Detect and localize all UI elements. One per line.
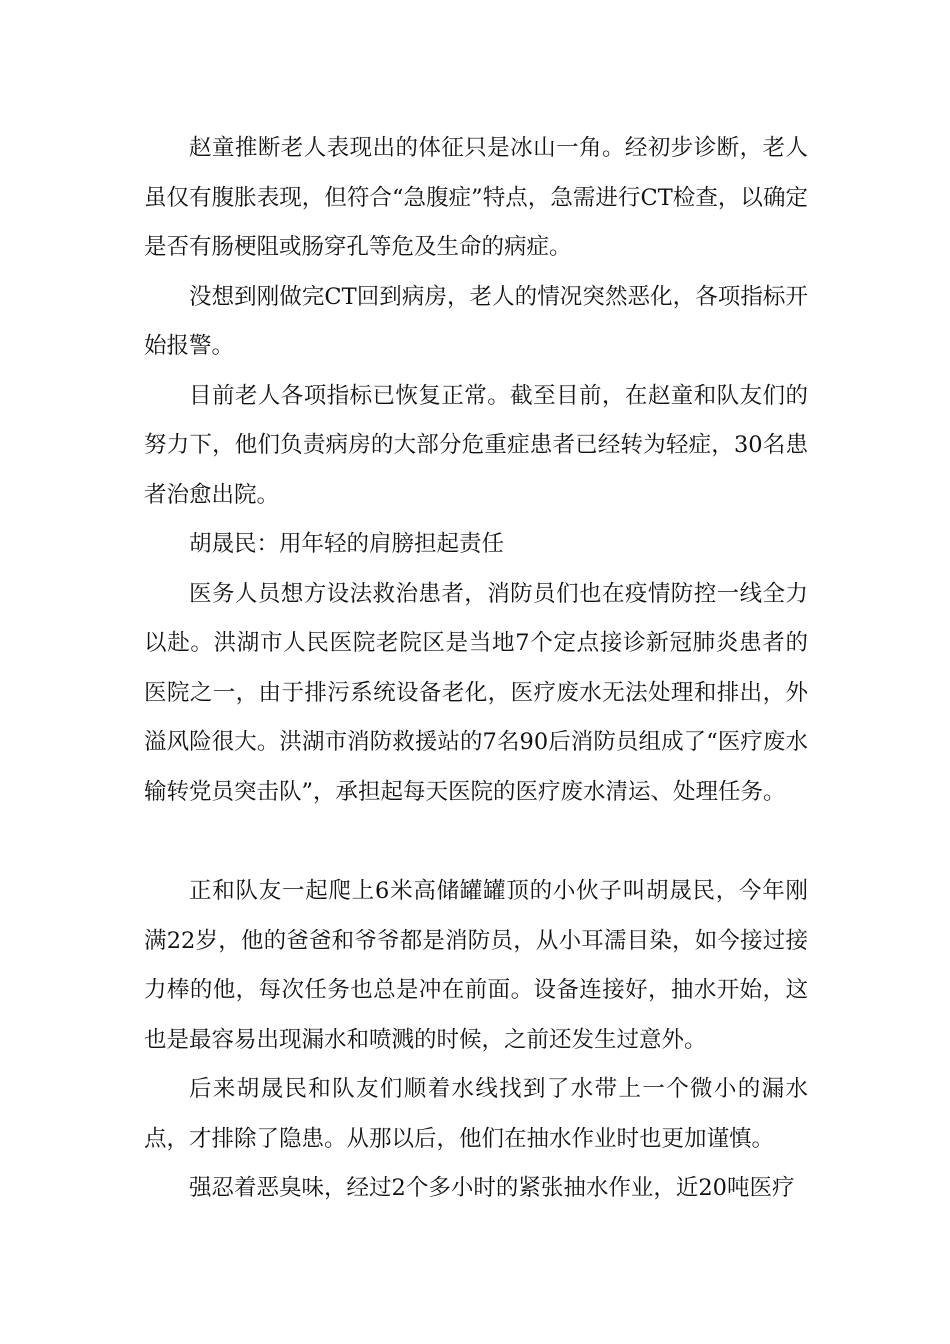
- section-heading: 胡晟民：用年轻的肩膀担起责任: [189, 531, 505, 557]
- paragraph-3: 目前老人各项指标已恢复正常。截至目前，在赵童和队友们的努力下，他们负责病房的大部分危重症患者已经转为轻症，30名患者治愈出院。: [144, 382, 808, 508]
- paragraph-spacer: [144, 817, 808, 867]
- paragraph-1: 赵童推断老人表现出的体征只是冰山一角。经初步诊断，老人虽仅有腹胀表现，但符合“急腹症”特点，急需进行CT检查，以确定是否有肠梗阻或肠穿孔等危及生命的病症。: [144, 135, 808, 260]
- document-body: [144, 124, 808, 1214]
- paragraph-6: 正和队友一起爬上6米高储罐罐顶的小伙子叫胡晟民，今年刚满22岁，他的爸爸和爷爷都是消防员，从小耳濡目染，如今接过接力棒的他，每次任务也总是冲在前面。设备连接好，抽水开始，这也是最容易出现漏水和喷溅的时候，之前还发生过意外。: [144, 878, 808, 1053]
- paragraph-7: 后来胡晟民和队友们顺着水线找到了水带上一个微小的漏水点，才排除了隐患。从那以后，他们在抽水作业时也更加谨慎。: [144, 1076, 808, 1152]
- paragraph-5: 医务人员想方设法救治患者，消防员们也在疫情防控一线全力以赴。洪湖市人民医院老院区是当地7个定点接诊新冠肺炎患者的医院之一，由于排污系统设备老化，医疗废水无法处理和排出，外溢风险很大。洪湖市消防救援站的7名90后消防员组成了“医疗废水输转党员突击队”，承担起每天医院的医疗废水清运、处理任务。: [144, 580, 808, 805]
- paragraph-8: 强忍着恶臭味，经过2个多小时的紧张抽水作业，近20吨医疗: [189, 1175, 795, 1201]
- paragraph-2: 没想到刚做完CT回到病房，老人的情况突然恶化，各项指标开始报警。: [144, 283, 808, 359]
